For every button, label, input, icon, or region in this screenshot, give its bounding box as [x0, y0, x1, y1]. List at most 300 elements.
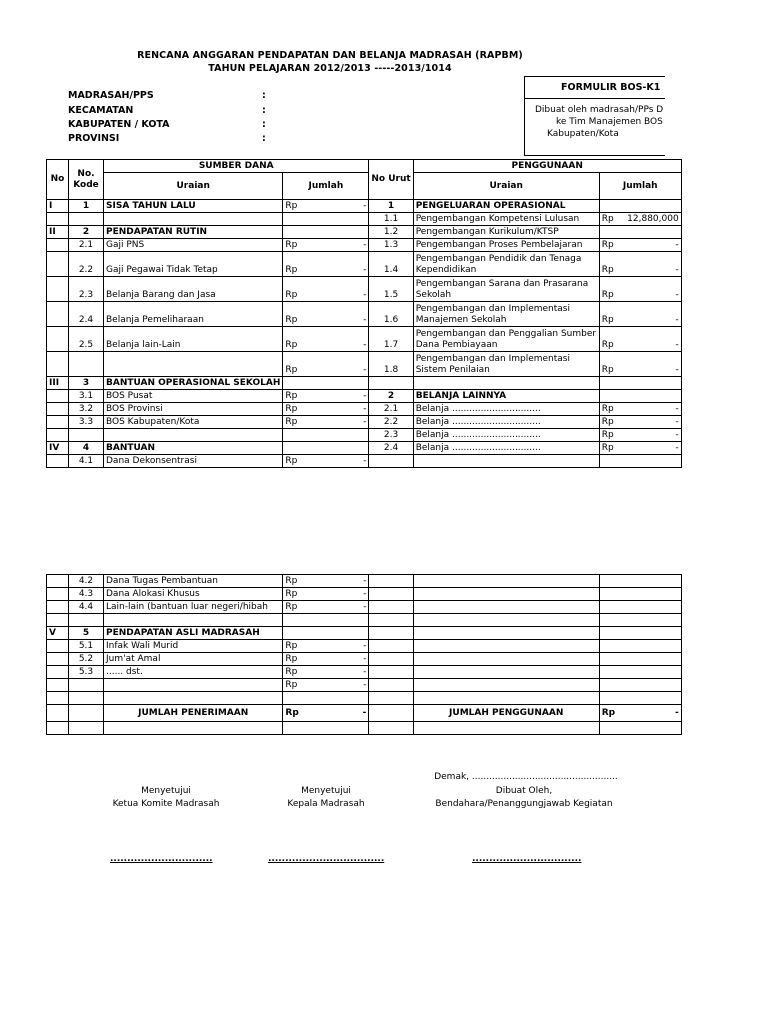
form-note-line: Dibuat oleh madrasah/PPs D [535, 105, 664, 115]
cell-jumlah-penggunaan [599, 679, 681, 692]
cell-jumlah-penggunaan [599, 252, 681, 277]
cell-kode: 4.3 [69, 588, 104, 601]
cell-jumlah [283, 226, 369, 239]
cell-no [47, 416, 69, 429]
cell-jumlah [283, 277, 369, 302]
document-title: RENCANA ANGGARAN PENDAPATAN DAN BELANJA MADRASAH (RAPBM) [137, 50, 523, 61]
table-row [47, 614, 682, 627]
cell-uraian [104, 679, 283, 692]
cell-jumlah-penggunaan [599, 226, 681, 239]
table-row [47, 239, 682, 252]
cell-no-urut: 1 [369, 200, 413, 213]
amount-value: - [363, 456, 367, 466]
cell-uraian: BOS Kabupaten/Kota [104, 416, 283, 429]
cell-no-urut [369, 666, 413, 679]
currency-label: Rp [601, 707, 616, 718]
cell-jumlah-penggunaan [599, 327, 681, 352]
cell-penggunaan: Pengembangan dan Implementasi Sistem Penilaian [413, 352, 599, 377]
total-penerimaan-amount [283, 705, 369, 722]
cell-no-urut: 1.7 [369, 327, 413, 352]
cell-no [47, 390, 69, 403]
signer-3-title: Bendahara/Penanggungjawab Kegiatan [435, 799, 613, 809]
cell-uraian: BOS Provinsi [104, 403, 283, 416]
currency-label: Rp [285, 290, 298, 300]
amount-value: - [675, 240, 679, 250]
cell-no [47, 692, 69, 705]
place-date: Demak, ................................................... [434, 772, 618, 782]
signature-line-2: .................................. [268, 854, 385, 864]
table-row [47, 722, 682, 735]
cell-no [47, 722, 69, 735]
cell-jumlah-penggunaan [599, 200, 681, 213]
currency-label: Rp [285, 417, 298, 427]
cell-jumlah-penggunaan [599, 213, 681, 226]
cell-no-urut [369, 692, 413, 705]
cell-uraian: Lain-lain (bantuan luar negeri/hibah [104, 601, 283, 614]
cell-uraian: Belanja lain-Lain [104, 327, 283, 352]
cell-no-urut: 1.2 [369, 226, 413, 239]
field-colon: : [262, 119, 266, 130]
table-row [47, 213, 682, 226]
amount-value: - [674, 707, 679, 718]
table-row [47, 416, 682, 429]
cell-no-urut [369, 588, 413, 601]
cell-jumlah-penggunaan [599, 588, 681, 601]
cell-kode [69, 705, 104, 722]
cell-jumlah-penggunaan [599, 627, 681, 640]
cell-uraian [104, 614, 283, 627]
currency-label: Rp [285, 576, 298, 586]
cell-no-urut: 1.5 [369, 277, 413, 302]
currency-label: Rp [285, 404, 298, 414]
cell-no-urut [369, 640, 413, 653]
cell-penggunaan [413, 455, 599, 468]
cell-no-urut: 1.6 [369, 302, 413, 327]
table-row [47, 442, 682, 455]
cell-no [47, 455, 69, 468]
cell-uraian [104, 692, 283, 705]
cell-jumlah [283, 352, 369, 377]
table-row [47, 200, 682, 213]
cell-jumlah [283, 213, 369, 226]
cell-uraian [104, 213, 283, 226]
cell-jumlah [283, 588, 369, 601]
amount-value: - [675, 404, 679, 414]
cell-jumlah-penggunaan [599, 429, 681, 442]
cell-kode [69, 352, 104, 377]
amount-value: - [363, 265, 367, 275]
cell-jumlah [283, 302, 369, 327]
cell-no-urut: 2.1 [369, 403, 413, 416]
cell-uraian: Dana Dekonsentrasi [104, 455, 283, 468]
currency-label: Rp [285, 456, 298, 466]
cell-jumlah [283, 327, 369, 352]
cell-no-urut [369, 653, 413, 666]
amount-value: - [363, 315, 367, 325]
cell-no-urut: 2.4 [369, 442, 413, 455]
cell-uraian: PENDAPATAN RUTIN [104, 226, 283, 239]
cell-penggunaan: Pengembangan Sarana dan Prasarana Sekolah [413, 277, 599, 302]
field-colon: : [262, 133, 266, 144]
currency-label: Rp [285, 641, 298, 651]
cell-kode [69, 213, 104, 226]
table-row [47, 390, 682, 403]
cell-kode: 3.1 [69, 390, 104, 403]
form-code-title: FORMULIR BOS-K1 [525, 77, 665, 99]
cell-kode [69, 692, 104, 705]
table-row [47, 705, 682, 722]
cell-jumlah [283, 640, 369, 653]
cell-kode: 2.4 [69, 302, 104, 327]
cell-no [47, 614, 69, 627]
cell-no: V [47, 627, 69, 640]
header-sumber-dana: SUMBER DANA [104, 160, 369, 173]
cell-uraian: SISA TAHUN LALU [104, 200, 283, 213]
cell-penggunaan: Belanja ............................... [413, 403, 599, 416]
header-no-kode: No. Kode [69, 160, 104, 200]
table-row [47, 352, 682, 377]
cell-uraian: BOS Pusat [104, 390, 283, 403]
amount-value: - [363, 602, 367, 612]
currency-label: Rp [601, 340, 614, 350]
field-label-madrasah: MADRASAH/PPS [68, 90, 154, 101]
cell-jumlah-penggunaan [599, 653, 681, 666]
cell-no-urut: 2.3 [369, 429, 413, 442]
field-colon: : [262, 90, 266, 101]
cell-no [47, 429, 69, 442]
currency-label: Rp [285, 589, 298, 599]
currency-label: Rp [285, 365, 298, 375]
currency-label: Rp [285, 340, 298, 350]
cell-kode: 3.2 [69, 403, 104, 416]
cell-kode: 4 [69, 442, 104, 455]
amount-value: - [363, 654, 367, 664]
cell-penggunaan [413, 377, 599, 390]
amount-value: - [363, 404, 367, 414]
currency-label: Rp [285, 667, 298, 677]
table-row [47, 627, 682, 640]
cell-no [47, 640, 69, 653]
cell-uraian: Infak Wali Murid [104, 640, 283, 653]
cell-jumlah [283, 653, 369, 666]
table-row [47, 277, 682, 302]
amount-value: - [363, 680, 367, 690]
form-note-line: Kabupaten/Kota [547, 129, 619, 139]
cell-penggunaan: Pengembangan dan Implementasi Manajemen Sekolah [413, 302, 599, 327]
cell-kode: 2.1 [69, 239, 104, 252]
cell-penggunaan: Belanja ............................... [413, 429, 599, 442]
cell-jumlah-penggunaan [599, 277, 681, 302]
amount-value: - [675, 265, 679, 275]
cell-uraian [104, 352, 283, 377]
cell-jumlah-penggunaan [599, 722, 681, 735]
amount-value: - [363, 576, 367, 586]
cell-penggunaan [413, 614, 599, 627]
cell-jumlah-penggunaan [599, 614, 681, 627]
table-row [47, 692, 682, 705]
currency-label: Rp [285, 315, 298, 325]
cell-no-urut: 1.1 [369, 213, 413, 226]
header-no: No [47, 160, 69, 200]
cell-jumlah [283, 575, 369, 588]
currency-label: Rp [285, 201, 298, 211]
currency-label: Rp [601, 430, 614, 440]
cell-kode: 5 [69, 627, 104, 640]
cell-uraian: Gaji Pegawai Tidak Tetap [104, 252, 283, 277]
cell-uraian [104, 722, 283, 735]
cell-no-urut: 2.2 [369, 416, 413, 429]
table-row [47, 429, 682, 442]
cell-jumlah-penggunaan [599, 239, 681, 252]
cell-jumlah [283, 442, 369, 455]
cell-jumlah-penggunaan [599, 352, 681, 377]
signer-1-title: Ketua Komite Madrasah [112, 799, 220, 809]
cell-penggunaan [413, 653, 599, 666]
amount-value: - [363, 240, 367, 250]
cell-jumlah-penggunaan [599, 302, 681, 327]
total-penggunaan-label: JUMLAH PENGGUNAAN [413, 705, 599, 722]
cell-uraian: Dana Tugas Pembantuan [104, 575, 283, 588]
amount-value: - [363, 641, 367, 651]
amount-value: - [675, 443, 679, 453]
cell-penggunaan [413, 679, 599, 692]
cell-penggunaan: Pengembangan Proses Pembelajaran [413, 239, 599, 252]
cell-uraian: Jum'at Amal [104, 653, 283, 666]
field-label-kecamatan: KECAMATAN [68, 105, 134, 116]
cell-no [47, 213, 69, 226]
cell-jumlah-penggunaan [599, 575, 681, 588]
cell-no [47, 352, 69, 377]
currency-label: Rp [601, 290, 614, 300]
cell-no [47, 302, 69, 327]
cell-jumlah [283, 722, 369, 735]
signature-line-3: ................................ [472, 854, 582, 864]
amount-value: - [363, 201, 367, 211]
table-row [47, 377, 682, 390]
table-row [47, 588, 682, 601]
cell-kode: 2.5 [69, 327, 104, 352]
cell-jumlah [283, 679, 369, 692]
amount-value: - [675, 365, 679, 375]
cell-penggunaan: PENGELUARAN OPERASIONAL [413, 200, 599, 213]
amount-value: 12,880,000 [627, 214, 679, 224]
cell-no [47, 327, 69, 352]
currency-label: Rp [285, 654, 298, 664]
cell-no [47, 252, 69, 277]
cell-penggunaan [413, 722, 599, 735]
cell-kode: 3 [69, 377, 104, 390]
cell-no-urut: 1.8 [369, 352, 413, 377]
cell-kode [69, 614, 104, 627]
cell-no [47, 666, 69, 679]
currency-label: Rp [285, 391, 298, 401]
cell-kode: 5.1 [69, 640, 104, 653]
cell-no [47, 239, 69, 252]
cell-no [47, 403, 69, 416]
cell-jumlah-penggunaan [599, 640, 681, 653]
cell-jumlah [283, 692, 369, 705]
currency-label: Rp [601, 443, 614, 453]
cell-kode [69, 722, 104, 735]
header-uraian: Uraian [104, 173, 283, 200]
cell-kode: 2 [69, 226, 104, 239]
cell-jumlah-penggunaan [599, 377, 681, 390]
cell-jumlah-penggunaan [599, 455, 681, 468]
cell-jumlah [283, 455, 369, 468]
cell-no [47, 653, 69, 666]
table-row [47, 252, 682, 277]
amount-value: - [363, 340, 367, 350]
cell-no: III [47, 377, 69, 390]
cell-urut [369, 705, 413, 722]
cell-uraian: Belanja Barang dan Jasa [104, 277, 283, 302]
cell-kode: 4.2 [69, 575, 104, 588]
cell-jumlah [283, 239, 369, 252]
cell-jumlah-penggunaan [599, 692, 681, 705]
cell-jumlah [283, 390, 369, 403]
amount-value: - [675, 430, 679, 440]
cell-jumlah-penggunaan [599, 601, 681, 614]
cell-no-urut [369, 575, 413, 588]
cell-jumlah [283, 252, 369, 277]
cell-jumlah [283, 377, 369, 390]
total-penerimaan-label: JUMLAH PENERIMAAN [104, 705, 283, 722]
cell-no-urut [369, 679, 413, 692]
currency-label: Rp [601, 315, 614, 325]
amount-value: - [363, 391, 367, 401]
currency-label: Rp [601, 265, 614, 275]
amount-value: - [362, 707, 367, 718]
cell-penggunaan: Pengembangan Pendidik dan Tenaga Kependidikan [413, 252, 599, 277]
form-note-line: ke Tim Manajemen BOS [556, 117, 663, 127]
currency-label: Rp [285, 265, 298, 275]
amount-value: - [675, 417, 679, 427]
cell-no-urut [369, 455, 413, 468]
amount-value: - [675, 290, 679, 300]
cell-kode: 5.2 [69, 653, 104, 666]
cell-uraian: PENDAPATAN ASLI MADRASAH [104, 627, 283, 640]
cell-jumlah [283, 429, 369, 442]
cell-penggunaan [413, 588, 599, 601]
cell-penggunaan: Pengembangan Kurikulum/KTSP [413, 226, 599, 239]
total-penggunaan-amount [599, 705, 681, 722]
table-row [47, 468, 682, 575]
cell-penggunaan [413, 627, 599, 640]
cell-jumlah [283, 601, 369, 614]
cell-kode: 2.2 [69, 252, 104, 277]
cell-no-urut [369, 377, 413, 390]
cell-no-urut: 2 [369, 390, 413, 403]
cell-uraian: BANTUAN OPERASIONAL SEKOLAH [104, 377, 283, 390]
currency-label: Rp [601, 214, 614, 224]
cell-uraian [104, 429, 283, 442]
table-row [47, 575, 682, 588]
cell-uraian: Belanja Pemeliharaan [104, 302, 283, 327]
cell-jumlah-penggunaan [599, 390, 681, 403]
cell-no-urut: 1.4 [369, 252, 413, 277]
table-row [47, 455, 682, 468]
cell-no-urut [369, 614, 413, 627]
table-row [47, 302, 682, 327]
currency-label: Rp [285, 680, 298, 690]
cell-penggunaan [413, 601, 599, 614]
field-label-provinsi: PROVINSI [68, 133, 120, 144]
amount-value: - [363, 365, 367, 375]
amount-value: - [363, 417, 367, 427]
table-row [47, 226, 682, 239]
table-row [47, 679, 682, 692]
cell-no [47, 601, 69, 614]
cell-kode: 5.3 [69, 666, 104, 679]
cell-no-urut [369, 601, 413, 614]
cell-jumlah [283, 416, 369, 429]
header-penggunaan: PENGGUNAAN [413, 160, 681, 173]
cell-jumlah [283, 403, 369, 416]
cell-kode: 3.3 [69, 416, 104, 429]
signer-2-title: Kepala Madrasah [287, 799, 365, 809]
cell-kode [69, 679, 104, 692]
currency-label: Rp [601, 417, 614, 427]
currency-label: Rp [601, 365, 614, 375]
cell-no: II [47, 226, 69, 239]
header-jumlah: Jumlah [283, 173, 369, 200]
amount-value: - [675, 340, 679, 350]
cell-no-urut: 1.3 [369, 239, 413, 252]
cell-no [47, 575, 69, 588]
cell-penggunaan: Pengembangan dan Penggalian Sumber Dana Pembiayaan [413, 327, 599, 352]
cell-uraian: Dana Alokasi Khusus [104, 588, 283, 601]
cell-no-urut [369, 627, 413, 640]
cell-no [47, 588, 69, 601]
cell-no-urut [369, 722, 413, 735]
form-code-box [524, 76, 665, 156]
signature-line-1: .............................. [110, 854, 213, 864]
cell-penggunaan: Belanja ............................... [413, 416, 599, 429]
page-gap [47, 468, 682, 575]
currency-label: Rp [601, 404, 614, 414]
cell-jumlah [283, 666, 369, 679]
cell-penggunaan: Belanja ............................... [413, 442, 599, 455]
cell-penggunaan [413, 692, 599, 705]
cell-kode: 4.1 [69, 455, 104, 468]
signer-3-role: Dibuat Oleh, [495, 786, 553, 796]
cell-penggunaan: BELANJA LAINNYA [413, 390, 599, 403]
cell-no [47, 277, 69, 302]
cell-jumlah-penggunaan [599, 416, 681, 429]
cell-jumlah [283, 627, 369, 640]
table-row [47, 653, 682, 666]
cell-no [47, 679, 69, 692]
cell-jumlah-penggunaan [599, 442, 681, 455]
signer-1-role: Menyetujui [141, 786, 191, 796]
field-colon: : [262, 105, 266, 116]
cell-penggunaan [413, 640, 599, 653]
table-row [47, 640, 682, 653]
cell-jumlah [283, 200, 369, 213]
cell-kode: 2.3 [69, 277, 104, 302]
amount-value: - [363, 589, 367, 599]
cell-penggunaan [413, 575, 599, 588]
field-label-kabupaten: KABUPATEN / KOTA [68, 119, 170, 130]
table-row [47, 403, 682, 416]
header-uraian-penggunaan: Uraian [413, 173, 599, 200]
cell-no: IV [47, 442, 69, 455]
currency-label: Rp [285, 707, 299, 718]
cell-uraian: Gaji PNS [104, 239, 283, 252]
amount-value: - [363, 290, 367, 300]
header-no-urut: No Urut [369, 160, 413, 200]
signer-2-role: Menyetujui [301, 786, 351, 796]
